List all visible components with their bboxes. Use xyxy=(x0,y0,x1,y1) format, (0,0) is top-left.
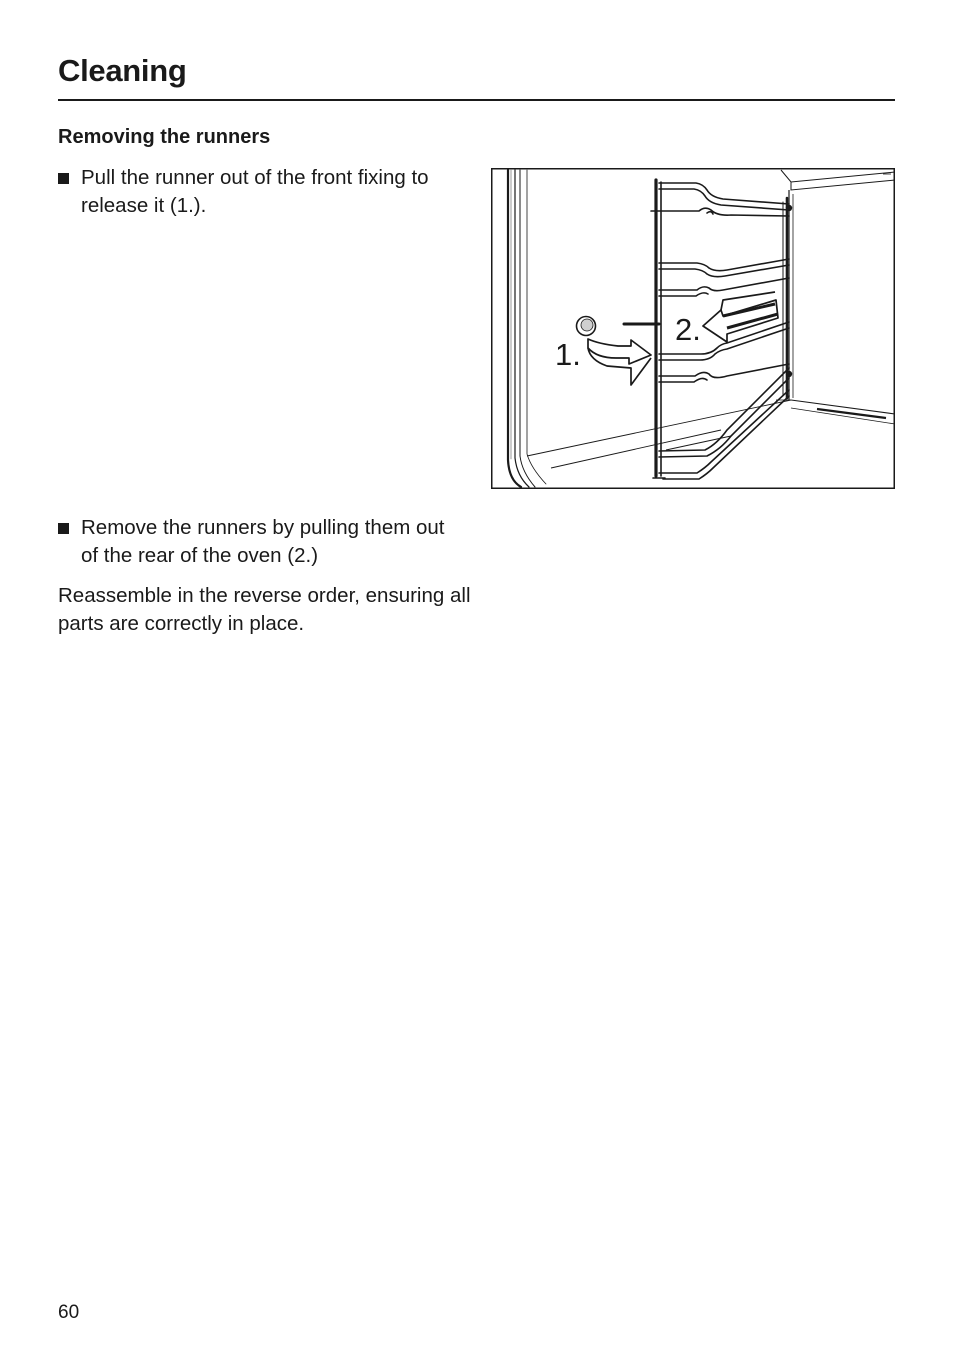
bullet-text: Pull the runner out of the front fixing to release it (1.). xyxy=(81,166,429,217)
section-heading: Removing the runners xyxy=(58,126,271,148)
reassembly-note: Reassemble in the reverse order, ensuring all parts are correctly in place. xyxy=(58,584,471,635)
instruction-bullet-1 xyxy=(58,164,458,219)
bullet-square-icon xyxy=(58,523,69,534)
bullet-text: Remove the runners by pulling them out of the rear of the oven (2.) xyxy=(81,516,445,567)
instruction-bullet-2 xyxy=(58,514,458,569)
runner-removal-illustration xyxy=(491,168,895,489)
step-1-label: 1. xyxy=(555,337,581,372)
title-divider xyxy=(58,99,895,101)
page-title: Cleaning xyxy=(58,53,187,88)
page-number: 60 xyxy=(58,1302,80,1323)
step-2-label: 2. xyxy=(675,312,701,347)
bullet-square-icon xyxy=(58,173,69,184)
